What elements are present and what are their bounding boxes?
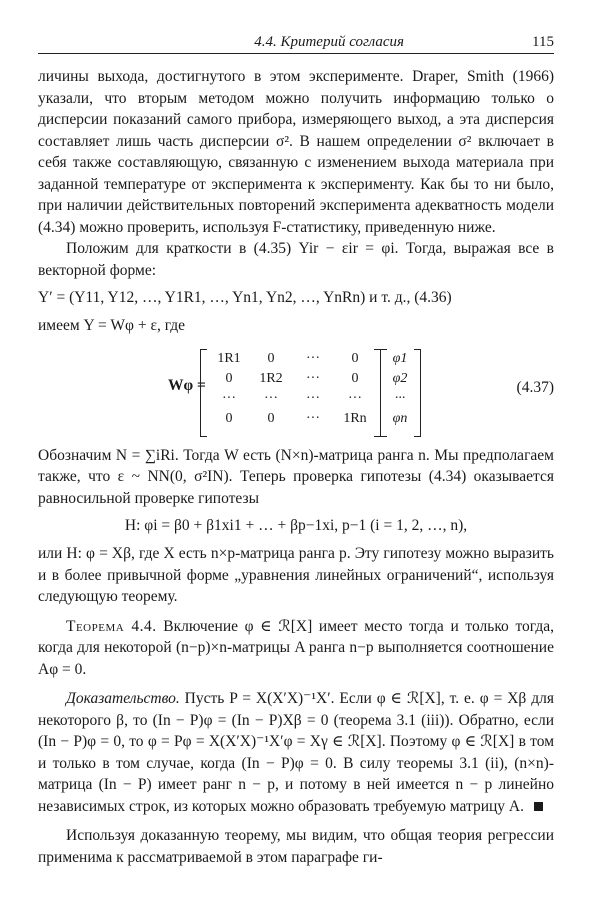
matrix-cell: ··· [306,410,320,426]
theorem-4-4 [38,616,554,681]
matrix-cell: 0 [351,370,359,386]
matrix-cell: 0 [267,350,275,366]
equation-number: (4.37) [516,378,554,396]
line-have: имеем Y = Wφ + ε, где [38,317,186,334]
theorem-heading: Теорема 4.4. [66,617,157,635]
proof [38,688,554,817]
paragraph-2: Положим для краткости в (4.35) Yir − εir = φi. Тогда, выражая все в векторной форме: [38,240,554,279]
matrix-cell: ··· [348,390,362,406]
equation-lhs: Wφ = [168,376,206,394]
matrix-cell: ··· [222,390,236,406]
section-title: 4.4. Критерий согласия [254,34,404,50]
paragraph-5: Используя доказанную теорему, мы видим, что общая теория регрессии применима к рассматриваемой в этом параграфе ги- [38,827,554,866]
matrix-cell: 0 [225,370,233,386]
matrix-cell: 0 [225,410,233,426]
running-header [38,30,554,52]
book-page [38,30,554,868]
matrix-cell: ··· [306,370,320,386]
phi-vector [386,349,414,429]
matrix-cell: 1R2 [259,370,283,386]
matrix-cell: ··· [306,390,320,406]
paragraph-3: Обозначим N = ∑iRi. Тогда W есть (N×n)-матрица ранга n. Мы предполагаем также, что ε ~ NN(0, σ²IN). Теперь проверка гипотезы (4.34) оказывается равносильной проверке гипотезы [38,446,554,507]
theorem-text: Включение φ ∈ ℛ[X] имеет место тогда и только тогда, когда для некоторой (n−p)×n-матрицы A ранга n−p выполняется соотношение Aφ = 0. [38,617,555,678]
vector-cell: φ1 [392,350,408,366]
matrix-cell: 0 [351,350,359,366]
header-rule [38,53,554,54]
equation-4-37 [38,349,554,435]
vector-cell: φ2 [392,370,408,386]
hypothesis-formula: H: φi = β0 + β1xi1 + … + βp−1xi, p−1 (i = 1, 2, …, n), [124,517,468,534]
paragraph-4: или H: φ = Xβ, где X есть n×p-матрица ранга p. Эту гипотезу можно выразить и в более привычной форме „уравнения линейных ограничений“, используя следующую теорему. [38,545,554,605]
proof-heading: Доказательство. [66,690,180,707]
matrix-cell: 1R1 [217,350,241,366]
formula-4-36: Y′ = (Y11, Y12, …, Y1R1, …, Yn1, Yn2, …, YnRn) и т. д., (4.36) [38,289,452,306]
vector-cell: ··· [394,390,406,406]
matrix-cell: ··· [306,350,320,366]
matrix-cell: 1Rn [343,410,367,426]
qed-square-icon [534,802,543,811]
matrix-cell: 0 [267,410,275,426]
proof-text: Пусть P = X(X′X)⁻¹X′. Если φ ∈ ℛ[X], т. е. φ = Xβ для некоторого β, то (In − P)φ = (In − P)Xβ = 0 (теорема 3.1 (iii)). Обратно, если (In − P)φ = 0, то φ = Pφ = X(X′X)⁻¹X′φ = Xγ ∈ ℛ[X]. Поэтому φ ∈ ℛ[X] в том и только в том случае, когда (In − P)φ = 0. В силу теоремы 3.1 (ii), (n×n)-матрица (In − P) имеет ранг n − p, и потому в ней имеется n − p линейно независимых строк, из которых можно образовать требуемую матрицу A. [38,690,554,815]
block-matrix-W [208,349,376,429]
paragraph-1: личины выхода, достигнутого в этом эксперименте. Draper, Smith (1966) указали, что вторым методом можно получить информацию только о дисперсии показаний самого прибора, измеряющего выход, а эта дисперсия составляет лишь часть дисперсии σ². В нашем определении σ² включает в себя также составляющую, связанную с изменением выхода материала при заданной температуре от эксперимента к эксперименту. Как бы то ни было, при наличии действительных повторений эксперимента адекватность модели (4.34) можно проверить, используя F-статистику, приведенную ниже. [38,68,554,236]
page-number: 115 [532,34,554,50]
vector-cell: φn [392,410,408,426]
matrix-cell: ··· [264,390,278,406]
